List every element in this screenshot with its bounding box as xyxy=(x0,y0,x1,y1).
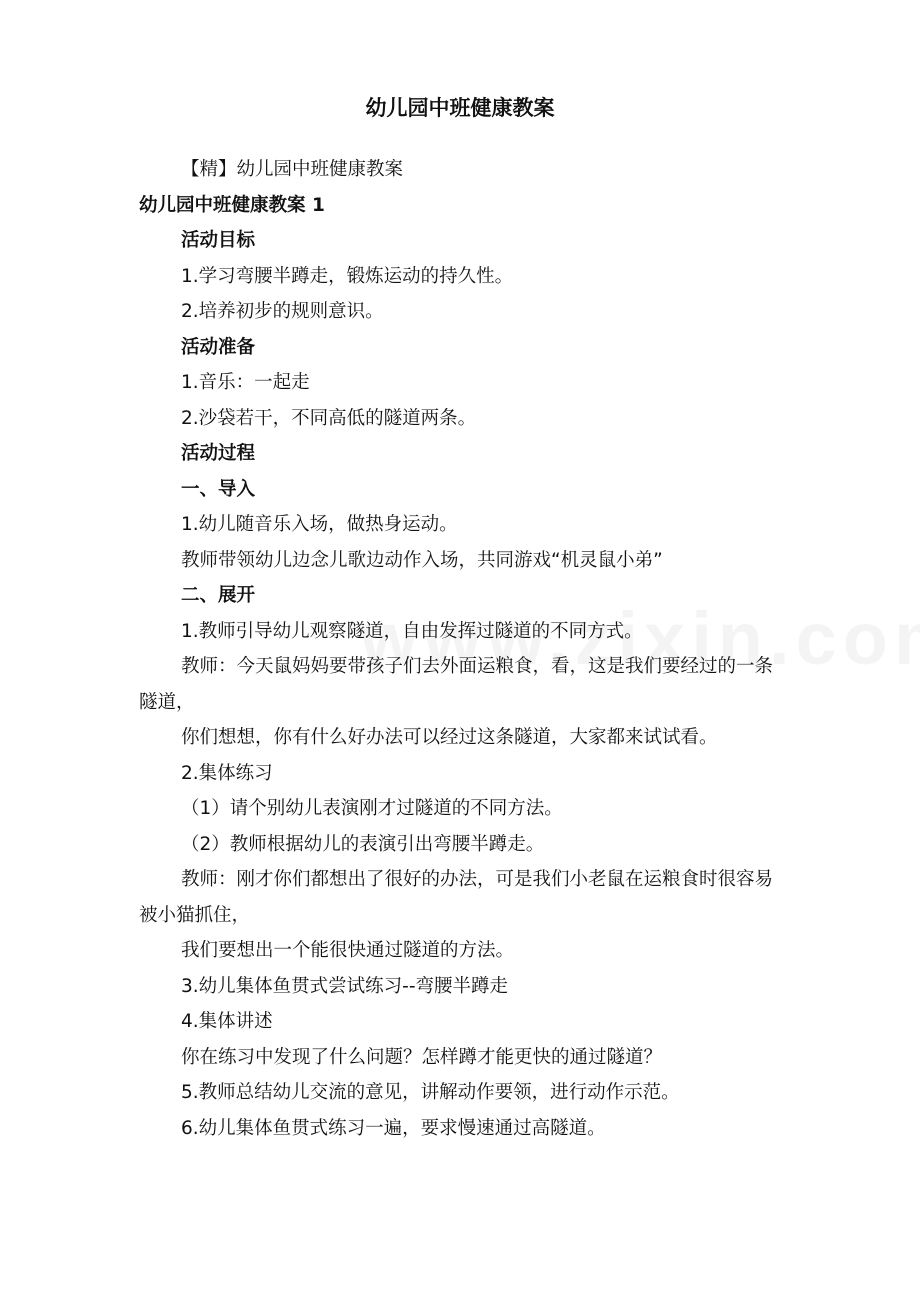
section-heading: 活动过程 xyxy=(181,443,256,464)
document-body xyxy=(139,152,779,1146)
body-paragraph: （1）请个别幼儿表演刚才过隧道的不同方法。 xyxy=(181,798,563,819)
section-heading: 二、展开 xyxy=(181,585,256,606)
body-paragraph: （2）教师根据幼儿的表演引出弯腰半蹲走。 xyxy=(181,833,545,855)
section-heading: 活动目标 xyxy=(181,230,256,251)
body-paragraph: 你们想想，你有什么好办法可以经过这条隧道，大家都来试试看。 xyxy=(181,727,718,748)
body-paragraph: 你在练习中发现了什么问题？怎样蹲才能更快的通过隧道？ xyxy=(181,1046,663,1068)
body-paragraph: 1.学习弯腰半蹲走，锻炼运动的持久性。 xyxy=(181,265,514,287)
body-paragraph: 5.教师总结幼儿交流的意见，讲解动作要领，进行动作示范。 xyxy=(181,1082,680,1103)
body-paragraph: 2.沙袋若干，不同高低的隧道两条。 xyxy=(181,407,477,429)
section-heading: 幼儿园中班健康教案 1 xyxy=(139,194,325,216)
body-paragraph: 教师：刚才你们都想出了很好的办法，可是我们小老鼠在运粮食时很容易被小猫抓住， xyxy=(139,869,774,926)
section-heading: 活动准备 xyxy=(181,336,256,358)
body-paragraph: 2.集体练习 xyxy=(181,762,273,784)
body-paragraph: 【精】幼儿园中班健康教案 xyxy=(181,159,404,180)
body-paragraph: 1.幼儿随音乐入场，做热身运动。 xyxy=(181,514,458,535)
section-heading: 一、导入 xyxy=(181,478,256,500)
body-paragraph: 教师带领幼儿边念儿歌边动作入场，共同游戏“机灵鼠小弟” xyxy=(181,549,663,571)
body-paragraph: 我们要想出一个能很快通过隧道的方法。 xyxy=(181,940,515,961)
body-paragraph: 教师：今天鼠妈妈要带孩子们去外面运粮食，看，这是我们要经过的一条隧道， xyxy=(139,656,774,713)
body-paragraph: 3.幼儿集体鱼贯式尝试练习--弯腰半蹲走 xyxy=(181,975,509,997)
body-paragraph: 2.培养初步的规则意识。 xyxy=(181,301,384,322)
body-paragraph: 6.幼儿集体鱼贯式练习一遍，要求慢速通过高隧道。 xyxy=(181,1117,606,1139)
body-paragraph: 1.教师引导幼儿观察隧道，自由发挥过隧道的不同方式。 xyxy=(181,620,643,642)
body-paragraph: 4.集体讲述 xyxy=(181,1011,273,1032)
document-title: 幼儿园中班健康教案 xyxy=(365,96,555,120)
body-paragraph: 1.音乐：一起走 xyxy=(181,372,310,393)
